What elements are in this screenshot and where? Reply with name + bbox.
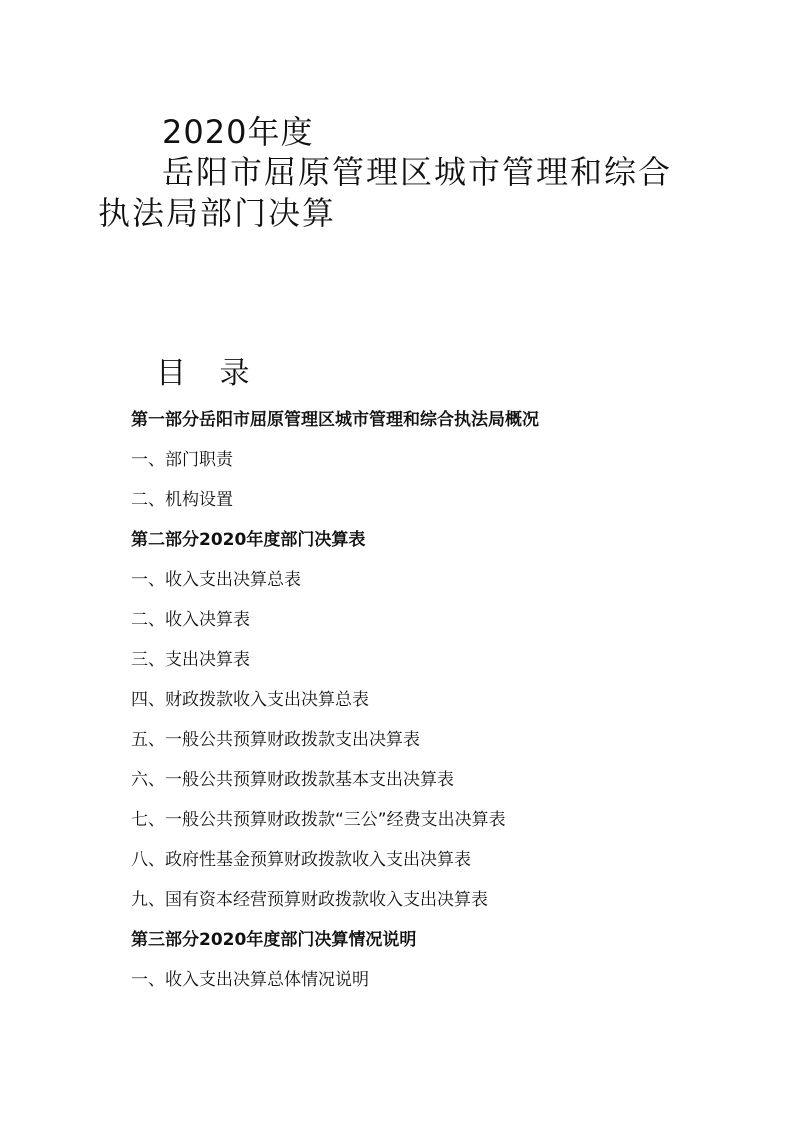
- toc-item[interactable]: 五、一般公共预算财政拨款支出决算表: [131, 730, 420, 750]
- toc-part-1[interactable]: 第一部分岳阳市屈原管理区城市管理和综合执法局概况: [131, 410, 539, 430]
- toc-heading: 目 录: [156, 356, 262, 391]
- toc-item[interactable]: 六、一般公共预算财政拨款基本支出决算表: [131, 770, 454, 790]
- toc-item[interactable]: 二、机构设置: [131, 490, 233, 510]
- toc-item[interactable]: 八、政府性基金预算财政拨款收入支出决算表: [131, 850, 471, 870]
- toc-item[interactable]: 四、财政拨款收入支出决算总表: [131, 690, 369, 710]
- document-title-line-2: 执法局部门决算: [98, 194, 337, 232]
- toc-part-3[interactable]: 第三部分2020年度部门决算情况说明: [131, 930, 417, 950]
- table-of-contents: [131, 400, 771, 1000]
- toc-item[interactable]: 二、收入决算表: [131, 610, 250, 630]
- toc-item[interactable]: 一、部门职责: [131, 450, 233, 470]
- toc-item[interactable]: 三、支出决算表: [131, 650, 250, 670]
- document-title-year: 2020年度: [162, 113, 314, 151]
- toc-item[interactable]: 七、一般公共预算财政拨款“三公”经费支出决算表: [131, 810, 506, 830]
- toc-part-2[interactable]: 第二部分2020年度部门决算表: [131, 530, 366, 550]
- toc-item[interactable]: 一、收入支出决算总表: [131, 570, 301, 590]
- toc-item[interactable]: 一、收入支出决算总体情况说明: [131, 970, 369, 990]
- toc-item[interactable]: 九、国有资本经营预算财政拨款收入支出决算表: [131, 890, 488, 910]
- document-title-line-1: 岳阳市屈原管理区城市管理和综合: [162, 153, 673, 191]
